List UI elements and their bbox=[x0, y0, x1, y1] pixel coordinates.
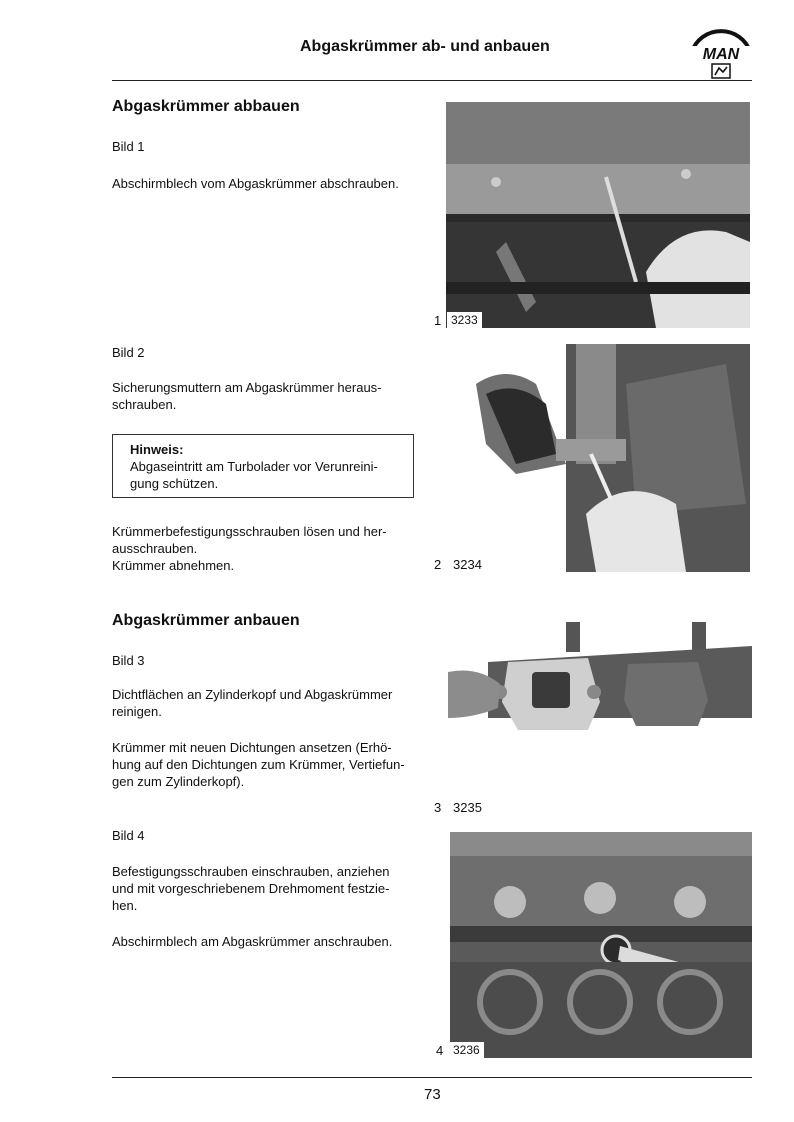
man-logo bbox=[686, 22, 756, 82]
bild3b-text-2: hung auf den Dichtungen zum Krümmer, Vertiefun- bbox=[112, 757, 405, 772]
bild2-text-1: Sicherungsmuttern am Abgaskrümmer heraus- bbox=[112, 380, 382, 395]
figure-4-number: 4 bbox=[436, 1043, 444, 1058]
figure-1-number: 1 bbox=[434, 313, 442, 328]
figure-2-code: 3234 bbox=[453, 557, 482, 572]
note-title: Hinweis: bbox=[130, 442, 184, 457]
bild3b-text-3: gen zum Zylinderkopf). bbox=[112, 774, 245, 789]
note-line-1: Abgaseintritt am Turbolader vor Verunreini- bbox=[130, 459, 378, 474]
page-title: Abgaskrümmer ab- und anbauen bbox=[300, 38, 550, 55]
bild3-text-1: Dichtflächen an Zylinderkopf und Abgaskrümmer bbox=[112, 687, 393, 702]
bild4-text-3: hen. bbox=[112, 898, 138, 913]
remove-text-1: Krümmerbefestigungsschrauben lösen und her- bbox=[112, 524, 387, 539]
bild1-label: Bild 1 bbox=[112, 139, 145, 154]
note-box bbox=[112, 434, 414, 498]
bild2-text-2: schrauben. bbox=[112, 397, 177, 412]
note-line-2: gung schützen. bbox=[130, 476, 219, 491]
bild1-text: Abschirmblech vom Abgaskrümmer abschrauben. bbox=[112, 176, 399, 191]
remove-text-2: ausschrauben. bbox=[112, 541, 198, 556]
figure-3-photo bbox=[448, 622, 752, 730]
figure-2-photo bbox=[476, 344, 750, 572]
bild4b-text-1: Abschirmblech am Abgaskrümmer anschrauben. bbox=[112, 934, 393, 949]
figure-1-code: 3233 bbox=[447, 312, 482, 328]
bild3b-text-1: Krümmer mit neuen Dichtungen ansetzen (Erhö- bbox=[112, 740, 392, 755]
header-rule bbox=[112, 80, 752, 81]
section-heading-install: Abgaskrümmer anbauen bbox=[112, 612, 300, 629]
footer-rule bbox=[112, 1077, 752, 1078]
bild4-label: Bild 4 bbox=[112, 828, 145, 843]
figure-1-photo bbox=[446, 102, 750, 328]
figure-4-code: 3236 bbox=[449, 1042, 484, 1058]
page-number: 73 bbox=[424, 1086, 441, 1103]
figure-2-number: 2 bbox=[434, 557, 442, 572]
bild3-label: Bild 3 bbox=[112, 653, 145, 668]
bild4-text-2: und mit vorgeschriebenem Drehmoment festzie- bbox=[112, 881, 390, 896]
bild3-text-2: reinigen. bbox=[112, 704, 162, 719]
section-heading-remove: Abgaskrümmer abbauen bbox=[112, 98, 300, 115]
figure-4-photo bbox=[450, 832, 752, 1058]
remove-text-3: Krümmer abnehmen. bbox=[112, 558, 235, 573]
figure-3-number: 3 bbox=[434, 800, 442, 815]
figure-3-code: 3235 bbox=[453, 800, 482, 815]
bild2-label: Bild 2 bbox=[112, 345, 145, 360]
bild4-text-1: Befestigungsschrauben einschrauben, anziehen bbox=[112, 864, 390, 879]
svg-text:MAN: MAN bbox=[702, 46, 740, 63]
